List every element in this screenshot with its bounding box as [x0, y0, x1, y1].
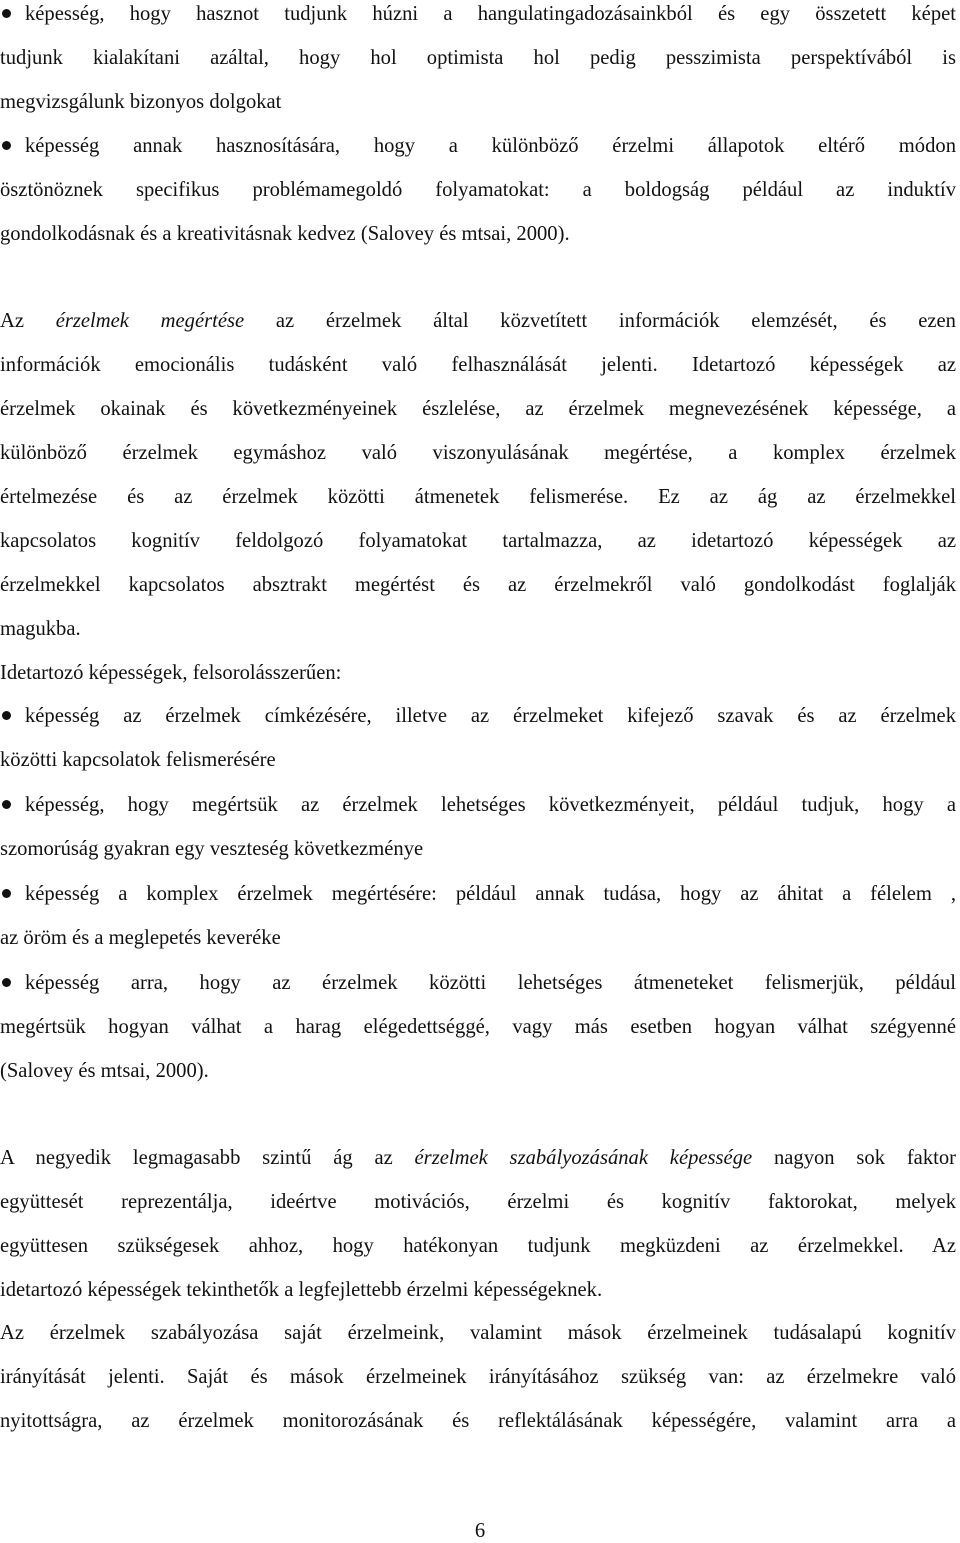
paragraph-line: Az érzelmek szabályozása saját érzelmeink, valamint mások érzelmeinek tudásalapú kognitív	[0, 1322, 956, 1344]
paragraph-line: együttesen szükségesek ahhoz, hogy hatékonyan tudjunk megküzdeni az érzelmekkel. Az	[0, 1235, 956, 1257]
paragraph-line	[0, 1136, 956, 1180]
paragraph-line	[0, 299, 956, 343]
paragraph-line: együttesét reprezentálja, ideértve motivációs, érzelmi és kognitív faktorokat, melyek	[0, 1191, 956, 1213]
bullet-line: (Salovey és mtsai, 2000).	[0, 1060, 209, 1082]
paragraph-szabalyozas	[0, 1311, 956, 1443]
paragraph-line: érzelmek okainak és következményeinek észlelése, az érzelmek megnevezésének képessége, a	[0, 398, 956, 420]
text-run: Az	[0, 310, 56, 332]
bullet-item-6	[0, 961, 956, 1093]
paragraph-line: irányítását jelenti. Saját és mások érzelmeinek irányításához szükség van: az érzelmekre való	[0, 1366, 956, 1388]
paragraph-line: magukba.	[0, 618, 81, 640]
bullet-line: képesség, hogy megértsük az érzelmek lehetséges következményeit, például tudjuk, hogy a	[0, 783, 956, 827]
bullet-line: közötti kapcsolatok felismerésére	[0, 749, 276, 771]
bullet-item-2	[0, 124, 956, 256]
bullet-item-3	[0, 694, 956, 782]
page-number: 6	[474, 1520, 486, 1542]
paragraph-line: különböző érzelmek egymáshoz való viszonyulásának megértése, a komplex érzelmek	[0, 442, 956, 464]
text-run: nagyon sok faktor	[752, 1147, 956, 1169]
bullet-line: képesség a komplex érzelmek megértésére: például annak tudása, hogy az áhitat a félelem ,	[0, 872, 956, 916]
emphasis-term: érzelmek szabályozásának képessége	[414, 1147, 753, 1169]
paragraph-line: érzelmekkel kapcsolatos absztrakt megértést és az érzelmekről való gondolkodást foglalják	[0, 574, 956, 596]
list-intro	[0, 651, 956, 695]
bullet-line: tudjunk kialakítani azáltal, hogy hol optimista hol pedig pesszimista perspektívából is	[0, 47, 956, 69]
paragraph-line: nyitottságra, az érzelmek monitorozásának és reflektálásának képességére, valamint arra a	[0, 1410, 956, 1432]
bullet-line: gondolkodásnak és a kreativitásnak kedvez (Salovey és mtsai, 2000).	[0, 223, 570, 245]
bullet-line: az öröm és a meglepetés keveréke	[0, 927, 281, 949]
bullet-item-1	[0, 0, 956, 124]
paragraph-line: kapcsolatos kognitív feldolgozó folyamatokat tartalmazza, az idetartozó képességek az	[0, 530, 956, 552]
bullet-line: képesség arra, hogy az érzelmek közötti lehetséges átmeneteket felismerjük, például	[0, 961, 956, 1005]
bullet-line: képesség annak hasznosítására, hogy a különböző érzelmi állapotok eltérő módon	[0, 124, 956, 168]
list-intro-text: Idetartozó képességek, felsorolásszerűen:	[0, 662, 342, 684]
bullet-line: ösztönöznek specifikus problémamegoldó folyamatokat: a boldogság például az induktív	[0, 179, 956, 201]
paragraph-negyedik-ag	[0, 1136, 956, 1312]
bullet-line: megértsük hogyan válhat a harag elégedettséggé, vagy más esetben hogyan válhat szégyenné	[0, 1016, 956, 1038]
paragraph-line: idetartozó képességek tekinthetők a legfejlettebb érzelmi képességeknek.	[0, 1279, 603, 1301]
bullet-line: képesség, hogy hasznot tudjunk húzni a hangulatingadozásainkból és egy összetett képet	[0, 0, 956, 36]
paragraph-line: információk emocionális tudásként való felhasználását jelenti. Idetartozó képességek az	[0, 354, 956, 376]
emphasis-term: érzelmek megértése	[55, 310, 245, 332]
paragraph-erzelmek-megertese	[0, 299, 956, 651]
bullet-line: megvizsgálunk bizonyos dolgokat	[0, 91, 282, 113]
bullet-item-4	[0, 783, 956, 871]
paragraph-line: értelmezése és az érzelmek közötti átmenetek felismerése. Ez az ág az érzelmekkel	[0, 486, 956, 508]
bullet-line: szomorúság gyakran egy veszteség következménye	[0, 838, 424, 860]
bullet-item-5	[0, 872, 956, 960]
bullet-line: képesség az érzelmek címkézésére, illetve az érzelmeket kifejező szavak és az érzelmek	[0, 694, 956, 738]
text-run: az érzelmek által közvetített információk elemzését, és ezen	[244, 310, 956, 332]
text-run: A negyedik legmagasabb szintű ág az	[0, 1147, 415, 1169]
